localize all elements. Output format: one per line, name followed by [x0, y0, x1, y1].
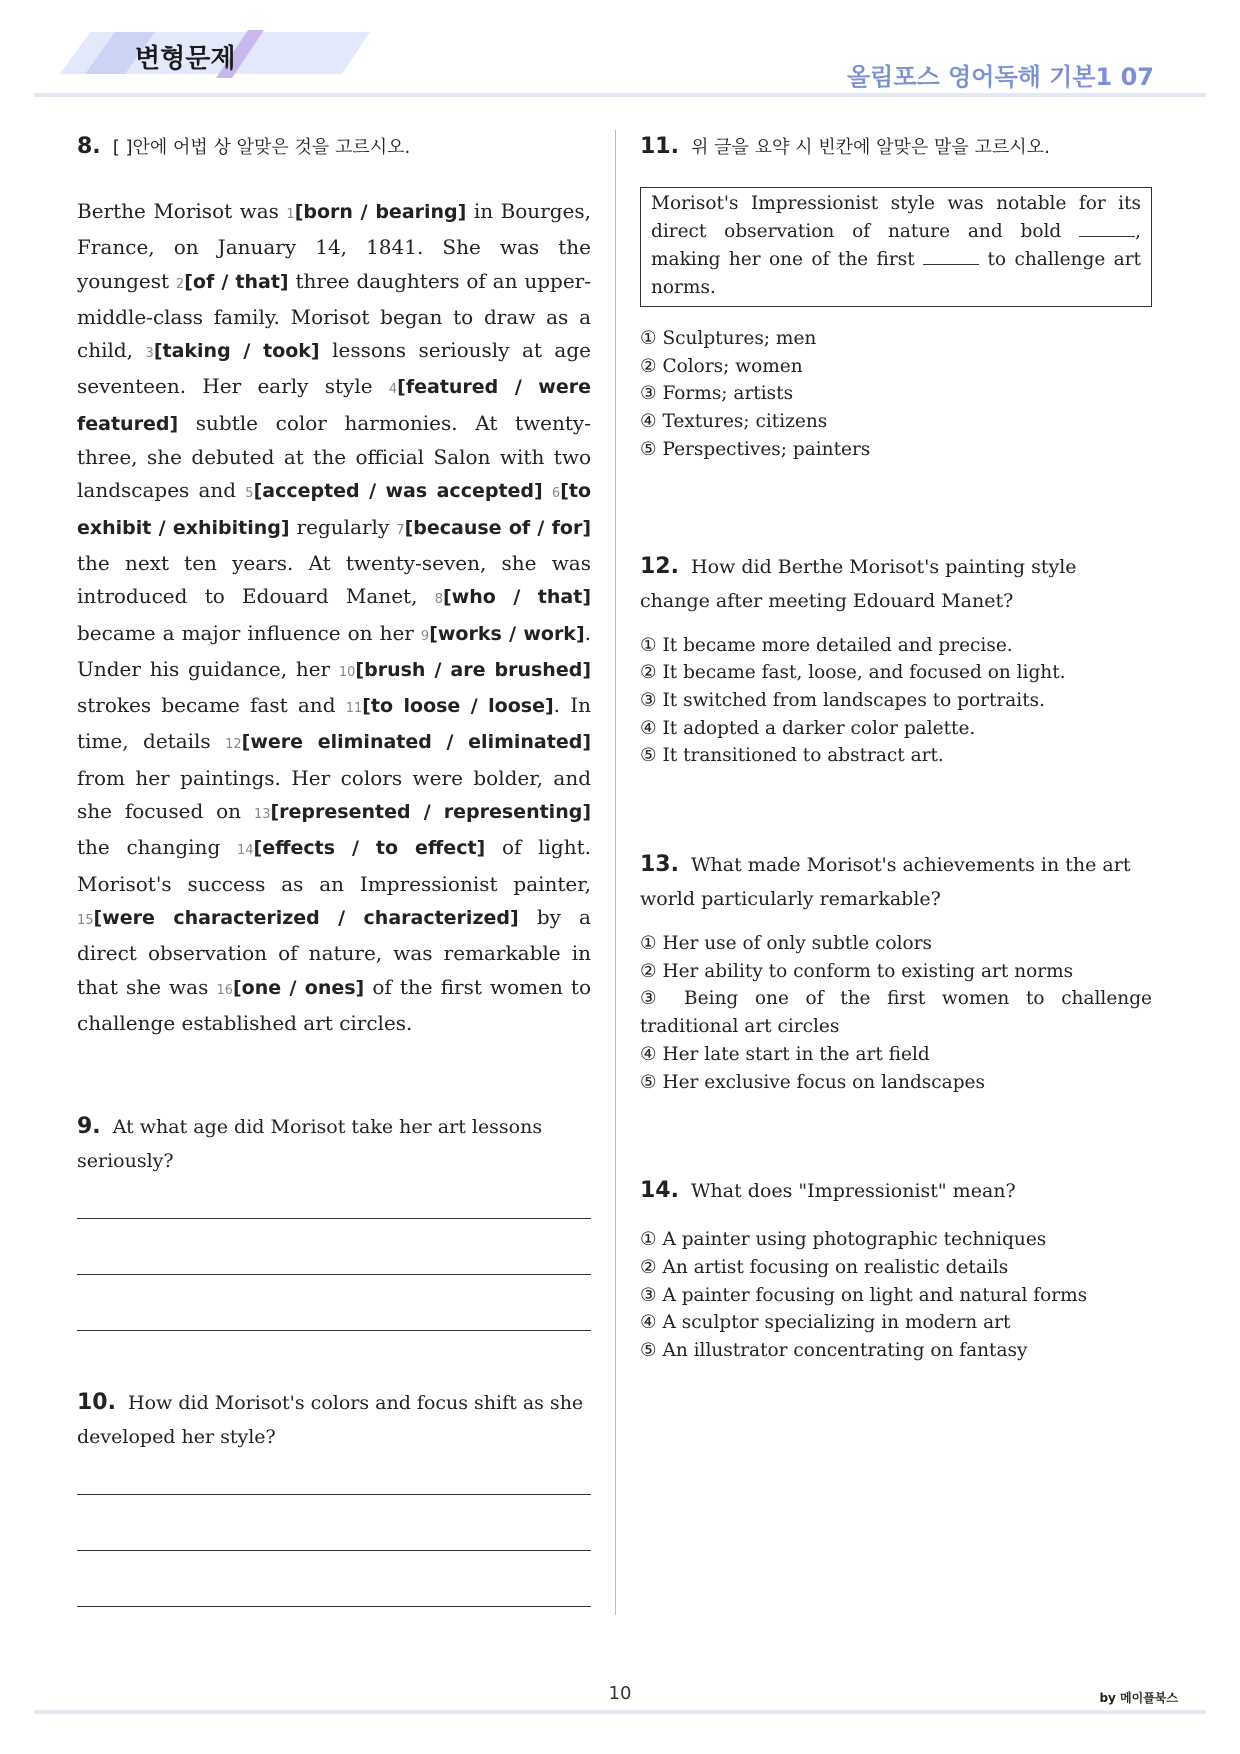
option[interactable]: ③ A painter focusing on light and natural forms	[640, 1284, 1088, 1306]
question-number: 9.	[77, 1114, 101, 1140]
option[interactable]: ⑤ Perspectives; painters	[640, 438, 871, 460]
blank-number: 5	[245, 486, 254, 502]
question-11-heading	[640, 130, 1152, 165]
passage-text: regularly	[289, 514, 397, 539]
answer-line[interactable]	[77, 1550, 591, 1551]
blank-number: 9	[420, 628, 430, 644]
option[interactable]: ① A painter using photographic techniques	[640, 1229, 1047, 1251]
grammar-choice[interactable]: [featured / were featured]	[77, 376, 591, 435]
passage-text: of the first women to challenge established art circles.	[77, 974, 591, 1035]
option[interactable]: ① Sculptures; men	[640, 328, 817, 349]
option[interactable]: ③ It switched from landscapes to portraits.	[640, 689, 1046, 711]
blank-number: 7	[396, 522, 405, 538]
question-14	[640, 1174, 1152, 1365]
option[interactable]: ⑤ It transitioned to abstract art.	[640, 745, 944, 767]
header-tab-title: 변형문제	[135, 44, 236, 74]
footer-rule	[34, 1710, 1206, 1714]
passage-text	[543, 478, 552, 502]
option[interactable]: ② It became fast, loose, and focused on light.	[640, 662, 1066, 684]
passage-text: became a major influence on her	[77, 620, 421, 645]
option[interactable]: ① It became more detailed and precise.	[640, 634, 1013, 656]
passage-text: lessons seriously at age seventeen. Her early style	[77, 338, 591, 399]
question-9-heading	[77, 1110, 591, 1178]
question-number: 11.	[640, 134, 679, 159]
question-text: How did Berthe Morisot's painting style change after meeting Edouard Manet?	[640, 555, 1077, 612]
question-13	[640, 848, 1152, 1096]
blank-number: 2	[175, 276, 185, 292]
question-text: What does "Impressionist" mean?	[691, 1180, 1016, 1203]
passage-text: strokes became fast and	[77, 693, 346, 718]
answer-line[interactable]	[77, 1494, 591, 1495]
answer-line[interactable]	[77, 1606, 591, 1607]
blank-number: 11	[345, 701, 363, 717]
option[interactable]: ① Her use of only subtle colors	[640, 933, 932, 955]
option[interactable]: ② Colors; women	[640, 355, 803, 377]
grammar-choice[interactable]: [who / that]	[443, 586, 591, 609]
answer-line[interactable]	[77, 1274, 591, 1275]
blank-number: 13	[253, 807, 271, 823]
header-rule	[34, 93, 1206, 97]
grammar-choice[interactable]: [because of / for]	[404, 516, 592, 539]
option[interactable]: ⑤ Her exclusive focus on landscapes	[640, 1071, 985, 1093]
summary-blank-a[interactable]	[1079, 218, 1135, 237]
grammar-choice[interactable]: [were characterized / characterized]	[93, 906, 519, 929]
question-9	[77, 1110, 591, 1331]
question-13-heading	[640, 848, 1152, 916]
passage-text: the changing	[77, 835, 237, 860]
left-column	[77, 130, 591, 1662]
blank-number: 12	[225, 737, 242, 753]
question-text: How did Morisot's colors and focus shift as she developed her style?	[77, 1392, 584, 1449]
passage-text: from her paintings. Her colors were bolder, and she focused on	[77, 765, 591, 824]
option[interactable]: ④ Her late start in the art field	[640, 1043, 930, 1065]
question-12	[640, 550, 1152, 771]
grammar-choice[interactable]: [represented / representing]	[270, 801, 592, 824]
blank-number: 1	[286, 207, 295, 222]
blank-number: 16	[216, 982, 233, 998]
question-text: At what age did Morisot take her art lessons seriously?	[77, 1116, 543, 1173]
blank-number: 15	[77, 912, 94, 928]
question-number: 13.	[640, 852, 679, 878]
option[interactable]: ④ Textures; citizens	[640, 411, 828, 433]
option[interactable]: ④ It adopted a darker color palette.	[640, 717, 976, 739]
grammar-choice[interactable]: [to loose / loose]	[362, 695, 554, 718]
grammar-choice[interactable]: [born / bearing]	[294, 201, 467, 223]
summary-text-c: to challenge art norms.	[651, 249, 1141, 298]
grammar-choice[interactable]: [were eliminated / eliminated]	[241, 731, 591, 754]
option[interactable]: ② Her ability to conform to existing art norms	[640, 960, 1074, 982]
blank-number: 8	[434, 592, 443, 608]
question-8-heading	[77, 130, 591, 165]
passage-text: the next ten years. At twenty-seven, she was introduced to Edouard Manet,	[77, 550, 591, 609]
grammar-choice[interactable]: [one / ones]	[232, 976, 365, 999]
passage-text: three daughters of an upper-middle-class family. Morisot began to draw as a child,	[77, 268, 591, 363]
passage-text: . In time, details	[77, 693, 591, 754]
q11-options	[640, 325, 1152, 464]
answer-line[interactable]	[77, 1218, 591, 1219]
blank-number: 4	[388, 382, 398, 398]
question-10-heading	[77, 1386, 591, 1454]
question-text: What made Morisot's achievements in the art world particularly remarkable?	[640, 854, 1131, 911]
passage-text: of light. Morisot's success as an Impressionist painter,	[77, 835, 591, 896]
grammar-choice[interactable]: [of / that]	[184, 270, 289, 293]
question-12-heading	[640, 550, 1152, 618]
summary-text-b: , making her one of the first	[651, 221, 1141, 270]
q12-options	[640, 632, 1152, 771]
question-instruction: 위 글을 요약 시 빈칸에 알맞은 말을 고르시오.	[691, 137, 1050, 158]
summary-box	[640, 187, 1152, 307]
grammar-choice[interactable]: [brush / are brushed]	[355, 658, 592, 681]
passage-text: by a direct observation of nature, was remarkable in that she was	[77, 904, 591, 999]
passage-text: subtle color harmonies. At twenty-three, she debuted at the official Salon with two landscapes and	[77, 410, 591, 503]
blank-number: 10	[338, 664, 356, 680]
question-number: 10.	[77, 1390, 116, 1416]
option[interactable]: ④ A sculptor specializing in modern art	[640, 1312, 1011, 1334]
column-divider	[615, 130, 616, 1615]
question-instruction: [ ]안에 어법 상 알맞은 것을 고르시오.	[112, 137, 411, 158]
q14-options	[640, 1226, 1152, 1365]
question-number: 12.	[640, 553, 679, 579]
blank-number: 14	[236, 843, 254, 859]
grammar-choice[interactable]: [works / work]	[429, 622, 585, 645]
passage-text: Berthe Morisot was	[77, 199, 287, 223]
grammar-choice[interactable]: [effects / to effect]	[253, 837, 486, 860]
grammar-choice[interactable]: [to exhibit / exhibiting]	[77, 480, 592, 539]
q13-options	[640, 930, 1152, 1096]
blank-number: 3	[145, 346, 154, 362]
grammar-choice[interactable]: [accepted / was accepted]	[253, 480, 543, 503]
passage-text: . Under his guidance, her	[77, 620, 591, 681]
summary-blank-b[interactable]	[923, 246, 979, 265]
passage-text: in Bourges, France, on January 14, 1841. She was the youngest	[77, 199, 592, 293]
question-number: 8.	[77, 134, 101, 159]
summary-text-a: Morisot's Impressionist style was notable for its direct observation of nature and bold	[651, 193, 1141, 242]
option[interactable]: ⑤ An illustrator concentrating on fantasy	[640, 1340, 1028, 1362]
right-column	[640, 130, 1152, 1365]
question-14-heading	[640, 1174, 1152, 1208]
option[interactable]: ③ Being one of the first women to challenge traditional art circles	[640, 988, 1152, 1038]
blank-number: 6	[551, 486, 561, 502]
option[interactable]: ② An artist focusing on realistic details	[640, 1256, 1009, 1278]
option[interactable]: ③ Forms; artists	[640, 383, 794, 405]
publisher-brand: by 메이플북스	[1099, 1691, 1178, 1705]
question-10	[77, 1386, 591, 1607]
answer-line[interactable]	[77, 1330, 591, 1331]
page-number: 10	[608, 1683, 632, 1704]
q8-passage	[77, 195, 591, 1040]
book-title: 올림포스 영어독해 기본1 07	[846, 63, 1154, 91]
question-number: 14.	[640, 1178, 679, 1204]
grammar-choice[interactable]: [taking / took]	[153, 340, 320, 363]
